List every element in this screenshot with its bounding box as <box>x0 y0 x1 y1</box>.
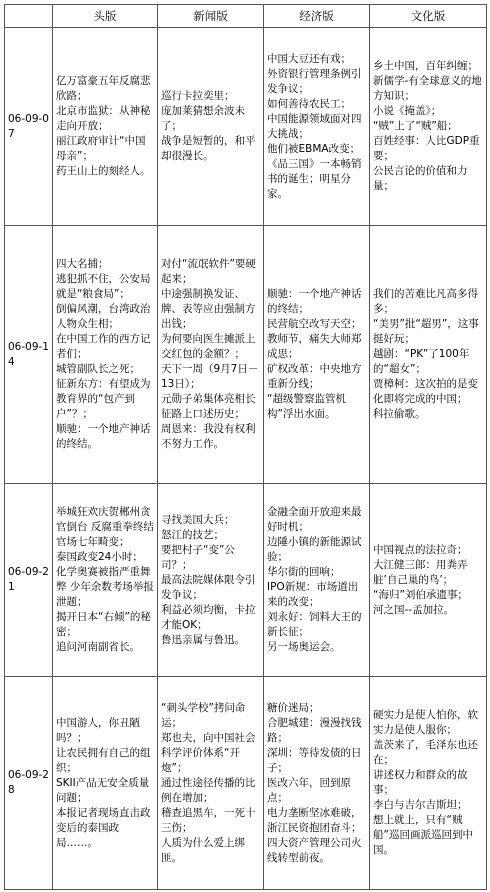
header-culture: 文化版 <box>370 5 487 28</box>
headline-item: 越剧：“PK”了100年的“超女”； <box>373 348 470 375</box>
cell-economy <box>264 677 370 890</box>
headline-item: 中国游人，你丑陋吗？； <box>56 716 140 744</box>
headline-item: 征新东方：有望成为教育界的“包产到户”？； <box>56 378 151 420</box>
headline-item: 化学奥赛被指严重舞弊 少年余数考场举报泄题； <box>56 566 154 608</box>
headline-item: 边陲小镇的新能源试验； <box>267 536 362 563</box>
headline-item: SKII产品无安全质量问题； <box>56 776 150 804</box>
cell-front-page <box>53 677 158 890</box>
headline-item: 糖价迷局； <box>267 701 320 714</box>
cell-economy <box>264 226 370 484</box>
table-row <box>5 226 487 484</box>
headline-item: 合肥城建：漫漫找钱路； <box>267 716 362 744</box>
headline-item: 讲述权力和群众的故事； <box>373 769 468 796</box>
cell-news <box>158 677 264 890</box>
cell-culture <box>370 226 487 484</box>
headline-item: 另一场奥运会。 <box>267 641 341 653</box>
headline-item: 怒江的技艺； <box>161 528 224 541</box>
headline-item: 举城狂欢庆贺郴州贪官倒台 反腐重拳终结官场七年畸变； <box>56 506 154 548</box>
headline-item: 中国视点的法拉奇； <box>373 543 468 556</box>
headline-item: 揭开日本“右倾”的秘密； <box>56 611 151 638</box>
headline-item: 河之国--孟加拉。 <box>373 603 455 616</box>
headline-item: 要把村子“变”公司？； <box>161 543 235 571</box>
headline-item: IPO新规：市场道出来的改变； <box>267 581 359 608</box>
headline-item: 小说《掩盖》； <box>373 105 442 117</box>
table-row <box>5 677 487 890</box>
headline-item: 李白与吉尔吉斯坦； <box>373 799 468 811</box>
headline-item: 金融全面开放迎来最好时机； <box>267 506 362 533</box>
headline-item: 寻找美国大兵； <box>161 513 235 526</box>
header-date <box>5 5 53 28</box>
headline-item: 丽江政府审计“中国母亲”； <box>56 135 146 162</box>
headline-item: 科拉偷歌。 <box>373 408 426 420</box>
header-news: 新闻版 <box>158 5 264 28</box>
headline-item: 倒偏风潮，台湾政治人物众生相； <box>56 303 151 330</box>
headline-item: “刺头学校”拷问命运； <box>161 701 246 729</box>
cell-culture <box>370 28 487 226</box>
headline-item: 深圳：等待发债的日子； <box>267 746 362 774</box>
cell-front-page <box>53 226 158 484</box>
header-front-page: 头版 <box>53 5 158 28</box>
headline-item: “贼”上了“贼”船； <box>373 120 458 132</box>
headline-item: 中国大豆还有戏； <box>267 52 351 65</box>
headline-item: 百姓经事：人比GDP重要； <box>373 135 480 162</box>
headline-item: 庞加莱猜想余波未了； <box>161 105 245 132</box>
headline-item: 中途强制换发证、牌、表等应由强制方出钱； <box>161 288 256 330</box>
headline-item: 利益必须均衡，卡拉才能OK； <box>161 603 256 631</box>
header-economy: 经济版 <box>264 5 370 28</box>
headline-item: 通过性途径传播的比例在增加； <box>161 776 256 804</box>
headline-item: 稽查追黑车，一死十三伤； <box>161 806 256 834</box>
headline-item: 我们的苦难比凡高多得多； <box>373 288 478 315</box>
cell-economy <box>264 28 370 226</box>
headline-item: “海归”刘伯承遗事； <box>373 588 468 601</box>
headline-item: 城管副队长之死； <box>56 363 140 375</box>
headline-item: 新儒学-有全球意义的地方知识； <box>373 75 482 102</box>
headline-item: 周恩来：我没有权利不努力工作。 <box>161 423 256 450</box>
headline-item: 本报记者现场直击政变后的泰国政局……。 <box>56 806 151 849</box>
cell-culture <box>370 484 487 677</box>
headline-item: 盖茨来了，毛泽东也还在； <box>373 739 478 766</box>
headline-item: 郑也夫，向中国社会科学评价体系“开炮”； <box>161 731 256 774</box>
headline-item: 天下一周（9月7日－13日）； <box>161 363 259 390</box>
newspaper-contents-table <box>4 4 487 890</box>
headline-item: 逃犯抓不住，公安局就是“粮食局”； <box>56 273 151 300</box>
headline-item: 大江健三郎：用粪弄脏’自己巢的鸟’； <box>373 558 468 586</box>
headline-item: “美男”批“超男”，这事挺好玩； <box>373 318 479 345</box>
headline-item: 硬实力是使人怕你，软实力是使人服你； <box>373 709 478 736</box>
headline-item: 如何善待农民工； <box>267 97 351 110</box>
headline-item: 顺驰：一个地产神话的终结； <box>267 288 362 315</box>
headline-item: 对付“流氓软件”要硬起来； <box>161 258 256 285</box>
headline-item: 华尔街的回响； <box>267 566 341 578</box>
headline-item: 药王山上的刻经人。 <box>56 165 151 177</box>
row-date: 06-09-07 <box>5 28 53 226</box>
headline-item: 刘永好：饲料大王的新长征； <box>267 611 362 638</box>
cell-front-page <box>53 484 158 677</box>
headline-item: 想上就上，只有“贼船”巡回画派巡回到中国。 <box>373 814 473 856</box>
cell-news <box>158 28 264 226</box>
cell-news <box>158 484 264 677</box>
headline-item: 四大资产管理公司火线转型前夜。 <box>267 836 362 864</box>
cell-news <box>158 226 264 484</box>
headline-item: “超级警察监管机构”浮出水面。 <box>267 393 346 420</box>
row-date: 06-09-28 <box>5 677 53 890</box>
headline-item: 元勋子弟集体亮相长征路上口述历史； <box>161 393 256 420</box>
headline-item: 乡土中国，百年纠缠； <box>373 60 478 72</box>
headline-item: 外资银行管理条例引发争议； <box>267 67 362 95</box>
headline-item: 医改六年，回到原点； <box>267 776 351 804</box>
headline-item: 为何要向医生摊派上交红包的金额？； <box>161 333 256 360</box>
headline-item: 鲁迅亲属与鲁迅。 <box>161 633 245 646</box>
headline-item: 让农民拥有自己的组织； <box>56 746 151 774</box>
table-row <box>5 484 487 677</box>
headline-item: 北京市监狱：从神秘走向开放； <box>56 105 151 132</box>
header-row <box>5 5 487 28</box>
headline-item: 贾樟柯：这次拍的是变化即将完成的中国； <box>373 378 478 405</box>
headline-item: 中国能源领域面对四大挑战； <box>267 112 362 140</box>
headline-item: 人质为什么爱上绑匪。 <box>161 836 245 864</box>
row-date: 06-09-21 <box>5 484 53 677</box>
headline-item: 顺驰：一个地产神话的终结。 <box>56 423 151 450</box>
headline-item: 战争是短暂的，和平却很漫长。 <box>161 135 256 162</box>
headline-item: 电力垄断坚冰难破，浙江民资抱团奋斗； <box>267 806 362 834</box>
headline-item: 在中国工作的西方记者们； <box>56 333 151 360</box>
headline-item: 民营航空改写天空； <box>267 318 362 330</box>
cell-culture <box>370 677 487 890</box>
headline-item: 最高法院媒体限令引发争议； <box>161 573 256 601</box>
headline-item: 教师节，痛失大师郑成思； <box>267 333 362 360</box>
headline-item: 泰国政变24小时； <box>56 551 143 563</box>
headline-item: 矿权改革：中央地方重新分线； <box>267 363 362 390</box>
table-row <box>5 28 487 226</box>
headline-item: 他们被EBMA改变； <box>267 142 361 155</box>
headline-item: 公民言论的价值和力量； <box>373 165 468 192</box>
cell-economy <box>264 484 370 677</box>
headline-item: 巡行卡拉奕里； <box>161 90 235 102</box>
headline-item: 亿万富豪五年反腐悲欣路； <box>56 75 151 102</box>
cell-front-page <box>53 28 158 226</box>
headline-item: 追问河南副省长。 <box>56 641 140 653</box>
headline-item: 四大名捕； <box>56 258 109 270</box>
headline-item: 《品三国》一本畅销书的诞生；明星分家。 <box>267 157 362 200</box>
row-date: 06-09-14 <box>5 226 53 484</box>
